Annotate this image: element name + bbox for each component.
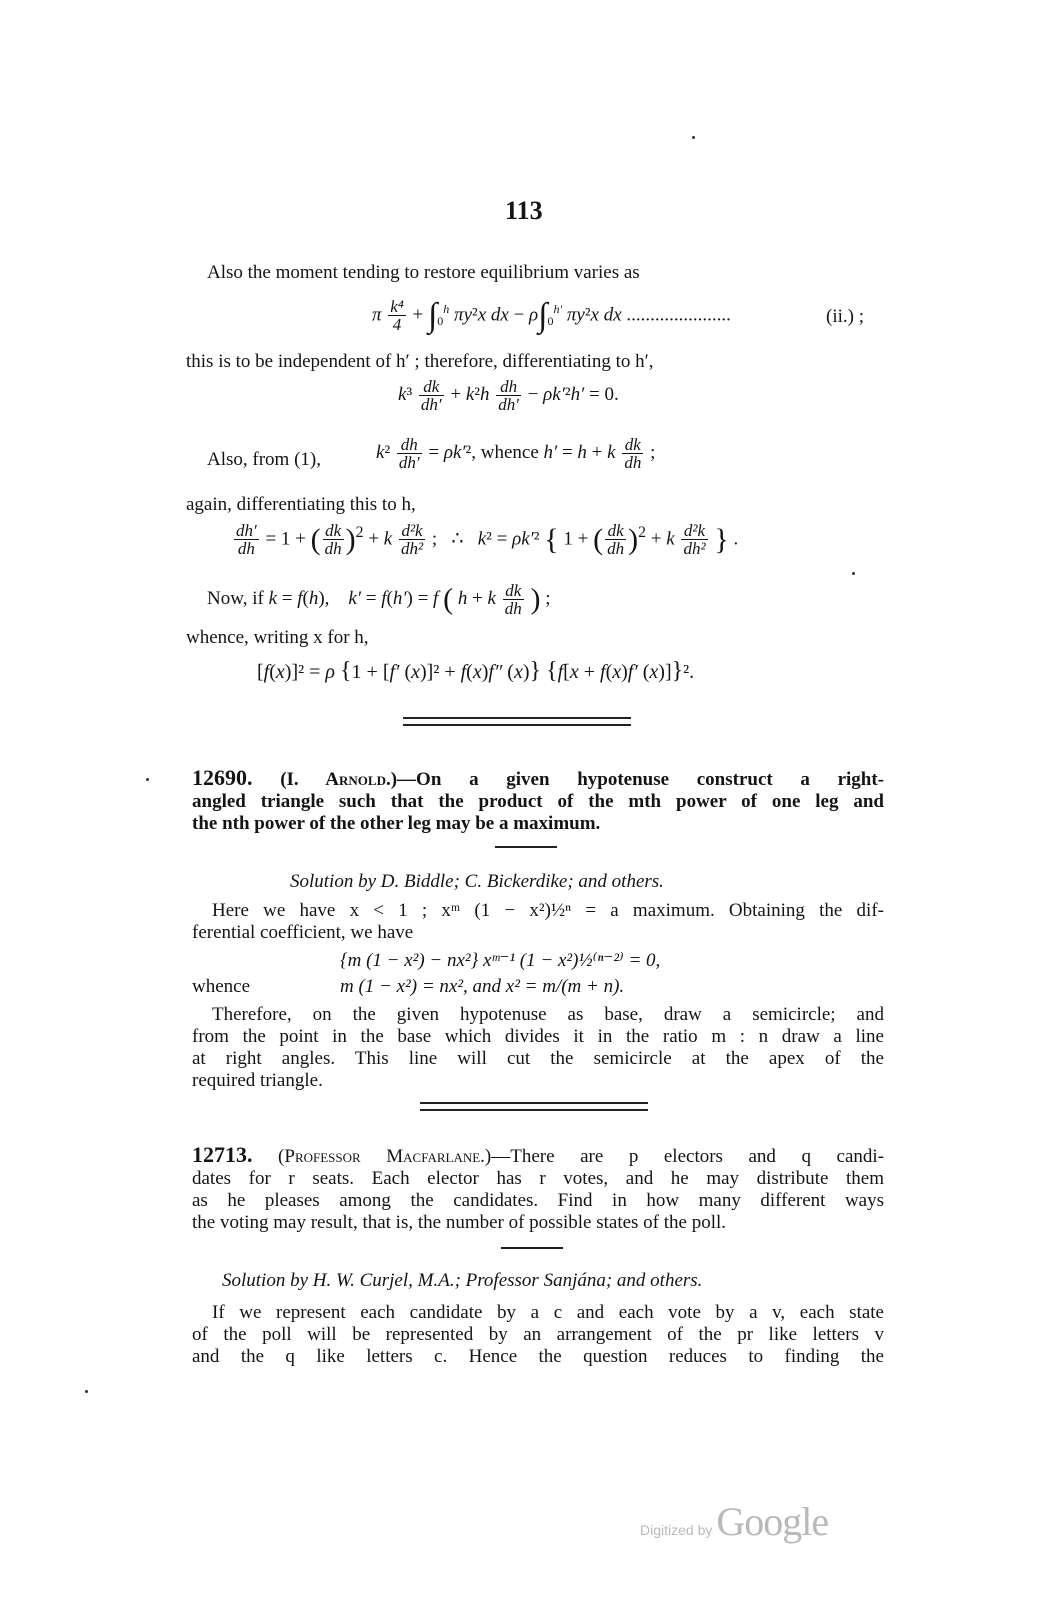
equation-ii: π $\frac{\text{k⁴}}{4}$ + $\int_0^h$ πy²x dx − $\rho\int_0^{h'}$ πy²x dx ...................... <box>372 296 731 335</box>
short-divider <box>501 1247 563 1249</box>
conclusion-row: at right angles. This line will cut the semicircle at the apex of the <box>192 1048 884 1069</box>
equation-ii-label: (ii.) ; <box>826 306 864 327</box>
differential-equation: k³ $\frac{dk}{dh'}$ + k²h $\frac{dh}{dh'}$ − ρk′²h′ = 0. <box>398 377 619 414</box>
problem-text-row: —There are p electors and q candi- <box>491 1146 884 1167</box>
section-divider <box>403 717 631 726</box>
google-logo: Google <box>716 1499 829 1544</box>
now-if-label: Now, if <box>207 587 264 609</box>
problem-author: (Professor Macfarlane.) <box>278 1146 492 1167</box>
problem-text-row: —On a given hypotenuse construct a right- <box>397 769 885 790</box>
print-speck <box>692 136 695 139</box>
whence-label: whence <box>192 976 251 997</box>
problem-text-row: the voting may result, that is, the number of possible states of the poll. <box>192 1212 727 1233</box>
solution-equation-1: {m (1 − x²) − nx²} xᵐ⁻¹ (1 − x²)½⁽ⁿ⁻²⁾ = 0, <box>340 950 661 971</box>
short-divider <box>495 846 557 848</box>
problem-author: (I. Arnold.) <box>280 769 398 790</box>
print-speck <box>85 1390 88 1393</box>
conclusion-row: from the point in the base which divides it in the ratio m : n draw a line <box>192 1026 884 1047</box>
again-text: again, differentiating this to h, <box>186 494 416 515</box>
conclusion-row: Therefore, on the given hypotenuse as base, draw a semicircle; and <box>212 1004 884 1025</box>
problem-12690 <box>192 767 884 835</box>
section-divider <box>420 1102 648 1111</box>
problem-text-row: the nth power of the other leg may be a maximum. <box>192 813 601 834</box>
relation-equation: k² $\frac{dh}{dh'}$ = ρk′², whence h′ = h + k $\frac{dk}{dh}$ ; <box>376 435 656 472</box>
print-speck <box>852 572 855 575</box>
whence-word: whence <box>480 441 539 463</box>
solution-row: If we represent each candidate by a c and each vote by a v, each state <box>212 1302 884 1323</box>
problem-number: 12690. <box>192 765 253 790</box>
final-functional-equation: [f(x)]² = ρ {1 + [f′ (x)]² + f(x)f″ (x)} {f[x + f(x)f′ (x)]}². <box>257 658 695 684</box>
page-number: 113 <box>505 196 543 225</box>
problem-text-row: angled triangle such that the product of the mth power of one leg and <box>192 791 884 812</box>
independent-text: this is to be independent of h′ ; therefore, differentiating to h′, <box>186 351 654 372</box>
function-equation: Now, if k = f(h), k′ = f(h′) = f ( h + k $\frac{dk}{dh}$ ) ; <box>207 581 551 618</box>
problem-text-row: dates for r seats. Each elector has r votes, and he may distribute them <box>192 1168 884 1189</box>
moment-text: Also the moment tending to restore equilibrium varies as <box>207 262 640 283</box>
print-speck <box>146 778 149 781</box>
whence-writing-text: whence, writing x for h, <box>186 627 369 648</box>
digitized-by-google-watermark <box>640 1498 828 1545</box>
conclusion-row: required triangle. <box>192 1070 323 1091</box>
watermark-prefix: Digitized by <box>640 1522 713 1538</box>
second-derivative-equation: $\frac{dh'}{dh}$ = 1 + ( $\frac{dk}{dh}$ )$^2$ + k $\frac{\text{d²k}}{\text{dh²}}$ ; ∴ k² = ρk′² { 1 + ( $\frac{dk}{dh}$ )$^2$ + k $\frac{\text{d²k}}{\text{dh²}}$ } . <box>236 521 739 559</box>
solution-row: of the poll will be represented by an arrangement of the pr like letters v <box>192 1324 884 1345</box>
solution-12690-intro <box>192 900 884 944</box>
solution-12690-conclusion <box>192 1004 884 1092</box>
also-from-label: Also, from (1), <box>207 449 321 470</box>
problem-text-row: as he pleases among the candidates. Find in how many different ways <box>192 1190 884 1211</box>
solution-equation-2: m (1 − x²) = nx², and x² = m/(m + n). <box>340 976 625 997</box>
problem-number: 12713. <box>192 1142 253 1167</box>
problem-12713 <box>192 1144 884 1234</box>
solution-row: Here we have x < 1 ; xᵐ (1 − x²)½ⁿ = a maximum. Obtaining the dif- <box>212 900 884 921</box>
solution-heading: Solution by D. Biddle; C. Bickerdike; and others. <box>290 871 664 892</box>
solution-row: and the q like letters c. Hence the question reduces to finding the <box>192 1346 884 1367</box>
solution-heading: Solution by H. W. Curjel, M.A.; Professor Sanjána; and others. <box>222 1270 703 1291</box>
solution-12713 <box>192 1302 884 1368</box>
solution-row: ferential coefficient, we have <box>192 922 414 943</box>
